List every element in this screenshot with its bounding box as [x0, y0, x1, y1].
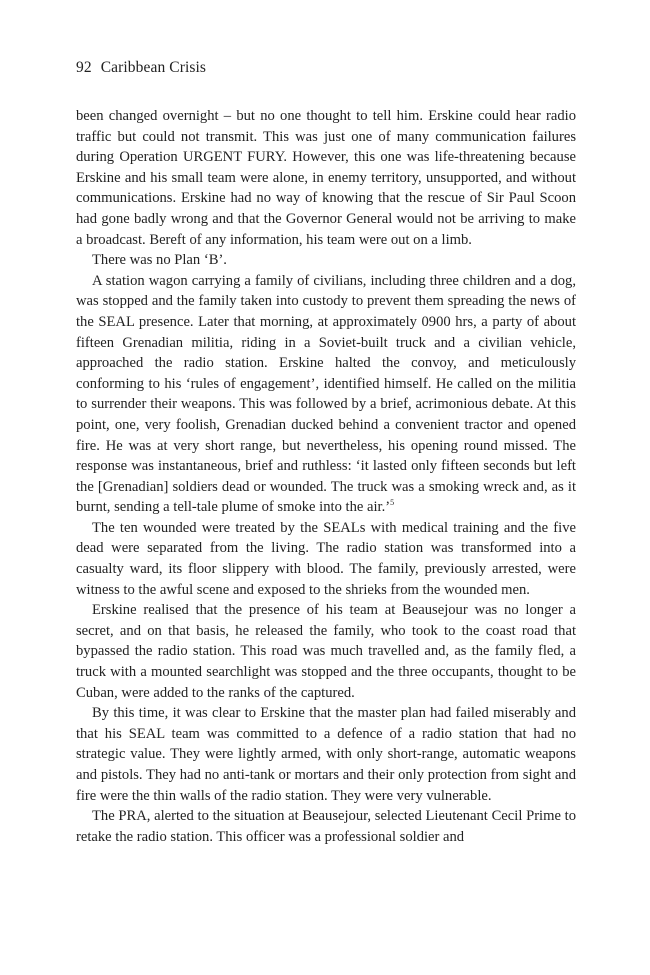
book-page: [76, 58, 576, 847]
paragraph-2: There was no Plan ‘B’.: [92, 252, 227, 269]
paragraph-4: The ten wounded were treated by the SEALs with medical training and the five dead were separated from the living. The radio station was transformed into a casualty ward, its floor slippery with blood. The family, previously arrested, were witness to the awful scene and exposed to the shrieks from the wounded men.: [76, 519, 576, 598]
paragraph-3: [76, 271, 576, 518]
paragraph-1: been changed overnight – but no one thought to tell him. Erskine could hear radio traffic but could not transmit. This was just one of many communication failures during Operation URGENT FURY. However, this one was life-threatening because Erskine and his small team were alone, in enemy territory, unsupported, and without communications. Erskine had no way of knowing that the rescue of Sir Paul Scoon had gone badly wrong and that the Governor General would not be arriving to make a broadcast. Bereft of any information, his team were out on a limb.: [76, 108, 576, 248]
footnote-reference: 5: [390, 498, 395, 508]
page-number: 92: [76, 59, 92, 76]
paragraph-7: The PRA, alerted to the situation at Beausejour, selected Lieutenant Cecil Prime to retake the radio station. This officer was a professional soldier and: [76, 808, 576, 845]
running-title: Caribbean Crisis: [100, 59, 207, 76]
body-text: [76, 106, 576, 847]
paragraph-3-text: A station wagon carrying a family of civilians, including three children and a dog, was stopped and the family taken into custody to prevent them spreading the news of the SEAL presence. Later that morning, at approximately 0900 hrs, a party of about fifteen Grenadian militia, riding in a Soviet-built truck and a civilian vehicle, approached the radio station. Erskine halted the convoy, and meticulously conforming to his ‘rules of engagement’, identified himself. He called on the militia to surrender their weapons. This was followed by a brief, acrimonious debate. At this point, one, very foolish, Grenadian ducked behind a convenient tractor and opened fire. He was at very short range, but nevertheless, his opening round missed. The response was instantaneous, brief and ruthless: ‘it lasted only fifteen seconds but left the [Grenadian] soldiers dead or wounded. The truck was a smoking wreck and, as it burnt, sending a tell-tale plume of smoke into the air.’: [76, 272, 576, 516]
paragraph-5: Erskine realised that the presence of his team at Beausejour was no longer a secret, and on that basis, he released the family, who took to the coast road that bypassed the radio station. This road was much travelled and, as the family fled, a truck with a mounted searchlight was stopped and the three occupants, thought to be Cuban, were added to the ranks of the captured.: [76, 602, 576, 701]
paragraph-6: By this time, it was clear to Erskine that the master plan had failed miserably and that his SEAL team was committed to a defence of a radio station that had no strategic value. They were lightly armed, with only short-range, automatic weapons and pistols. They had no anti-tank or mortars and their only protection from sight and fire were the thin walls of the radio station. They were very vulnerable.: [76, 705, 576, 804]
running-head: [76, 58, 576, 78]
